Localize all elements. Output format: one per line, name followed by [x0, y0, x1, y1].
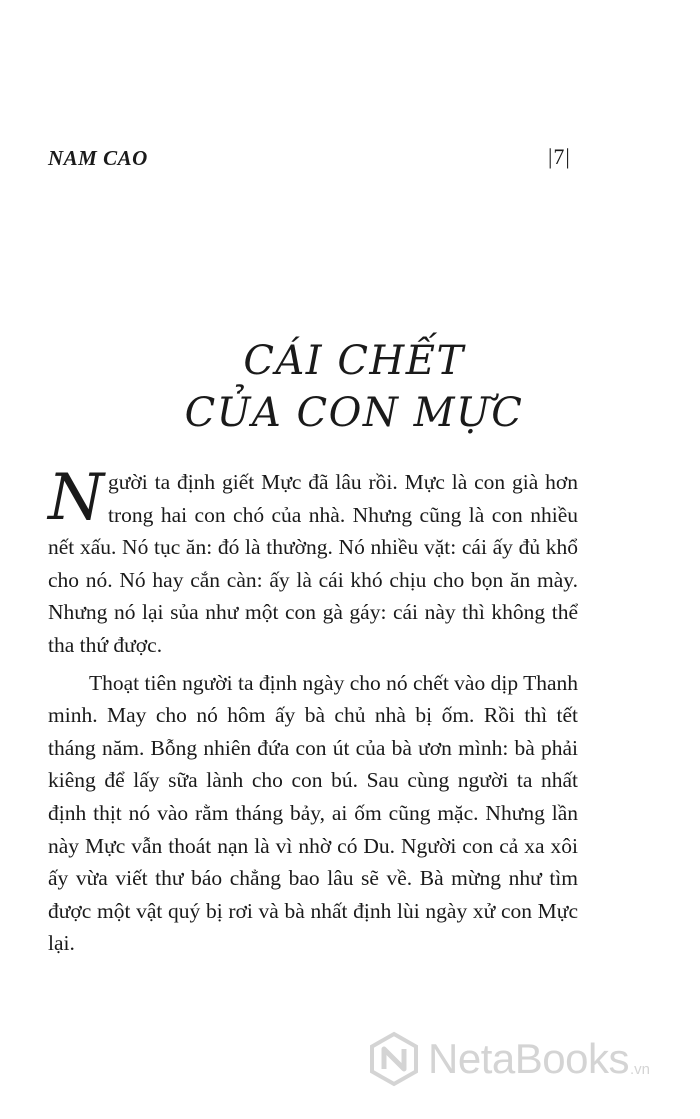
page-number: |7| — [548, 144, 571, 169]
chapter-title-line-1: CÁI CHẾT — [243, 338, 465, 384]
chapter-title — [0, 335, 700, 439]
watermark — [366, 1024, 696, 1094]
paragraph-2: Thoạt tiên người ta định ngày cho nó chết vào dịp Thanh minh. May cho nó hôm ấy bà chủ nhà bị ốm. Rồi thì tết tháng năm. Bỗng nhiên đứa con út của bà ươn mình: bà phải kiêng để lấy sữa lành cho con bú. Sau cùng người ta nhất định thịt nó vào rằm tháng bảy, ai ốm cũng mặc. Nhưng lần này Mực vẫn thoát nạn là vì nhờ có Du. Người con cả xa xôi ấy vừa viết thư báo chẳng bao lâu sẽ về. Bà mừng như tìm được một vật quý bị rơi và bà nhất định lùi ngày xử con Mực lại. — [48, 670, 578, 956]
body-text — [48, 461, 578, 960]
running-head-author: NAM CAO — [48, 146, 148, 170]
netabooks-logo-icon — [366, 1031, 422, 1087]
paragraph-1 — [48, 461, 578, 662]
chapter-title-line-2: CỦA CON MỰC — [184, 390, 524, 436]
watermark-suffix: .vn — [629, 1061, 650, 1078]
watermark-brand: NetaBooks — [428, 1035, 629, 1082]
paragraph-1-text: gười ta định giết Mực đã lâu rồi. Mực là con già hơn trong hai con chó của nhà. Nhưng cũng là con nhiều nết xấu. Nó tục ăn: đó là thường. Nó nhiều vặt: cái ấy đủ khổ cho nó. Nó hay cắn càn: ấy là cái khó chịu cho bọn ăn mày. Nhưng nó lại sủa như một con gà gáy: cái này thì không thể tha thứ được. — [48, 470, 578, 657]
drop-cap: N — [48, 461, 104, 535]
